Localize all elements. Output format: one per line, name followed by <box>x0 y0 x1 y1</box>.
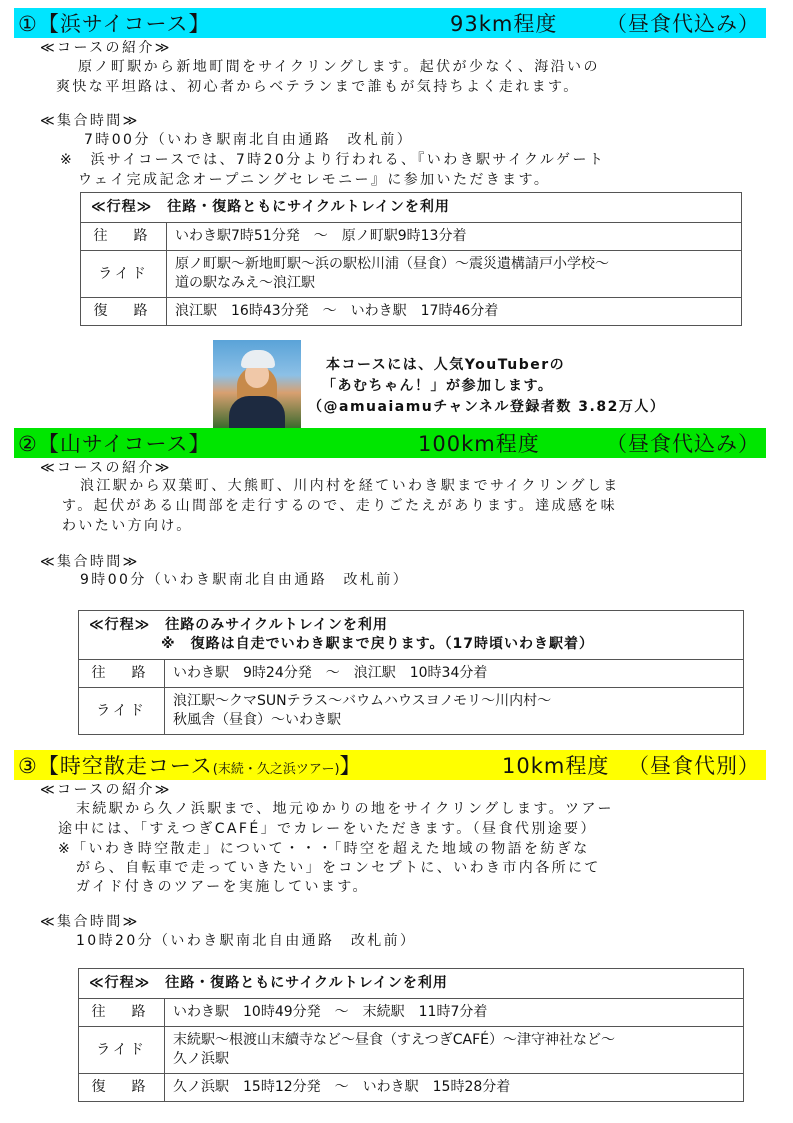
table-row <box>81 193 742 223</box>
course2-intro-line: す。起伏がある山間部を走行するので、走りごたえがあります。達成感を味 <box>62 498 618 514</box>
course1-banner <box>14 8 766 38</box>
course3-intro-line: ガイド付きのツアーを実施しています。 <box>76 879 369 895</box>
course3-intro-line: がら、自転車で走っていきたい」をコンセプトに、いわき市内各所にて <box>76 860 601 876</box>
course1-meeting-note: ※ 浜サイコースでは、7時20分より行われる、『いわき駅サイクルゲート <box>60 152 606 168</box>
row-label: 往 路 <box>79 999 165 1027</box>
course3-title <box>18 750 362 780</box>
row-label: 往 路 <box>79 660 165 688</box>
course3-meeting-time: 10時20分（いわき駅南北自由通路 改札前） <box>76 933 417 949</box>
promo-line: 本コースには、人気YouTuberの <box>326 357 566 373</box>
table-row <box>79 999 744 1027</box>
table-row <box>81 251 742 298</box>
row-value <box>165 1027 744 1074</box>
row-value: いわき駅7時51分発 ～ 原ノ町駅9時13分着 <box>167 223 742 251</box>
itinerary-heading-note: ※ 復路は自走でいわき駅まで戻ります。（17時頃いわき駅着） <box>161 636 594 652</box>
row-label: ライド <box>79 1027 165 1074</box>
row-label: ライド <box>79 688 165 735</box>
row-label: 復 路 <box>81 298 167 326</box>
itinerary-heading: ≪行程≫ 往路・復路ともにサイクルトレインを利用 <box>81 193 742 223</box>
course3-meeting-heading: ≪集合時間≫ <box>40 914 140 930</box>
row-label: 復 路 <box>79 1074 165 1102</box>
course3-intro-heading: ≪コースの紹介≫ <box>40 782 172 798</box>
course1-itinerary-table <box>80 192 742 326</box>
table-row <box>79 1027 744 1074</box>
table-row <box>81 298 742 326</box>
course3-intro-line: ※「いわき時空散走」について・・・「時空を超えた地域の物語を紡ぎな <box>58 841 590 857</box>
row-value-line: 道の駅なみえ～浪江駅 <box>175 275 315 291</box>
course3-intro-line: 末続駅から久ノ浜駅まで、地元ゆかりの地をサイクリングします。ツアー <box>76 801 614 817</box>
course2-intro-line: わいたい方向け。 <box>62 518 193 534</box>
row-value <box>165 688 744 735</box>
row-value: いわき駅 10時49分発 ～ 末続駅 11時7分着 <box>165 999 744 1027</box>
row-value-line: 浪江駅～クマSUNテラス～バウムハウスヨノモリ～川内村～ <box>173 693 552 709</box>
course1-meeting-heading: ≪集合時間≫ <box>40 113 140 129</box>
course1-title: ①【浜サイコース】 <box>18 12 211 36</box>
promo-line: 「あむちゃん！」が参加します。 <box>322 378 554 394</box>
course2-intro-line: 浪江駅から双葉町、大熊町、川内村を経ていわき駅までサイクリングしま <box>80 478 620 494</box>
promo-line: （@amuaiamuチャンネル登録者数 3.82万人） <box>308 399 666 415</box>
row-value-line: 末続駅～根渡山末續寺など～昼食（すえつぎCAFÉ）～津守神社など～ <box>173 1032 615 1048</box>
table-row <box>79 611 744 660</box>
row-value: いわき駅 9時24分発 ～ 浪江駅 10時34分着 <box>165 660 744 688</box>
row-value-line: 久ノ浜駅 <box>173 1051 229 1067</box>
course2-distance: 100km程度 <box>418 432 540 456</box>
course1-meeting-time: 7時00分（いわき駅南北自由通路 改札前） <box>84 132 414 148</box>
table-row <box>79 969 744 999</box>
course1-intro-line: 爽快な平坦路は、初心者からベテランまで誰もが気持ちよく走れます。 <box>56 79 580 95</box>
course1-intro-line: 原ノ町駅から新地町間をサイクリングします。起伏が少なく、海沿いの <box>78 59 600 75</box>
course3-banner <box>14 750 766 780</box>
course2-meeting-time: 9時00分（いわき駅南北自由通路 改札前） <box>80 572 410 588</box>
course2-meeting-heading: ≪集合時間≫ <box>40 554 140 570</box>
itinerary-heading: ≪行程≫ 往路・復路ともにサイクルトレインを利用 <box>79 969 744 999</box>
itinerary-heading-line: ≪行程≫ 往路のみサイクルトレインを利用 <box>89 617 388 633</box>
course2-banner <box>14 428 766 458</box>
course1-distance: 93km程度 <box>450 12 558 36</box>
row-value <box>167 251 742 298</box>
course2-itinerary-table <box>78 610 744 735</box>
table-row <box>79 660 744 688</box>
course2-lunch: （昼食代込み） <box>606 432 760 456</box>
row-value-line: 原ノ町駅～新地町駅～浜の駅松川浦（昼食）～震災遺構請戸小学校～ <box>175 256 609 272</box>
row-label: ライド <box>81 251 167 298</box>
course3-lunch: （昼食代別） <box>628 754 760 778</box>
course2-intro-heading: ≪コースの紹介≫ <box>40 460 172 476</box>
course3-itinerary-table <box>78 968 744 1102</box>
table-row <box>81 223 742 251</box>
course3-distance: 10km程度 <box>502 754 610 778</box>
course2-title: ②【山サイコース】 <box>18 432 211 456</box>
course1-intro-heading: ≪コースの紹介≫ <box>40 40 172 56</box>
table-row <box>79 688 744 735</box>
itinerary-heading <box>79 611 744 660</box>
course1-lunch: （昼食代込み） <box>606 12 760 36</box>
course1-meeting-note: ウェイ完成記念オープニングセレモニー』に参加いただきます。 <box>78 172 551 188</box>
youtuber-photo <box>213 340 301 428</box>
course3-title-main: ③【時空散走コース <box>18 754 213 778</box>
row-value: 浪江駅 16時43分発 ～ いわき駅 17時46分着 <box>167 298 742 326</box>
course3-subtitle: (末続・久之浜ツアー) <box>212 762 340 777</box>
row-label: 往 路 <box>81 223 167 251</box>
row-value: 久ノ浜駅 15時12分発 ～ いわき駅 15時28分着 <box>165 1074 744 1102</box>
course3-intro-line: 途中には、「すえつぎCAFÉ」でカレーをいただきます。（昼食代別途要） <box>58 821 597 837</box>
row-value-line: 秋風舎（昼食）～いわき駅 <box>173 712 341 728</box>
table-row <box>79 1074 744 1102</box>
course3-title-close: 】 <box>339 754 362 778</box>
